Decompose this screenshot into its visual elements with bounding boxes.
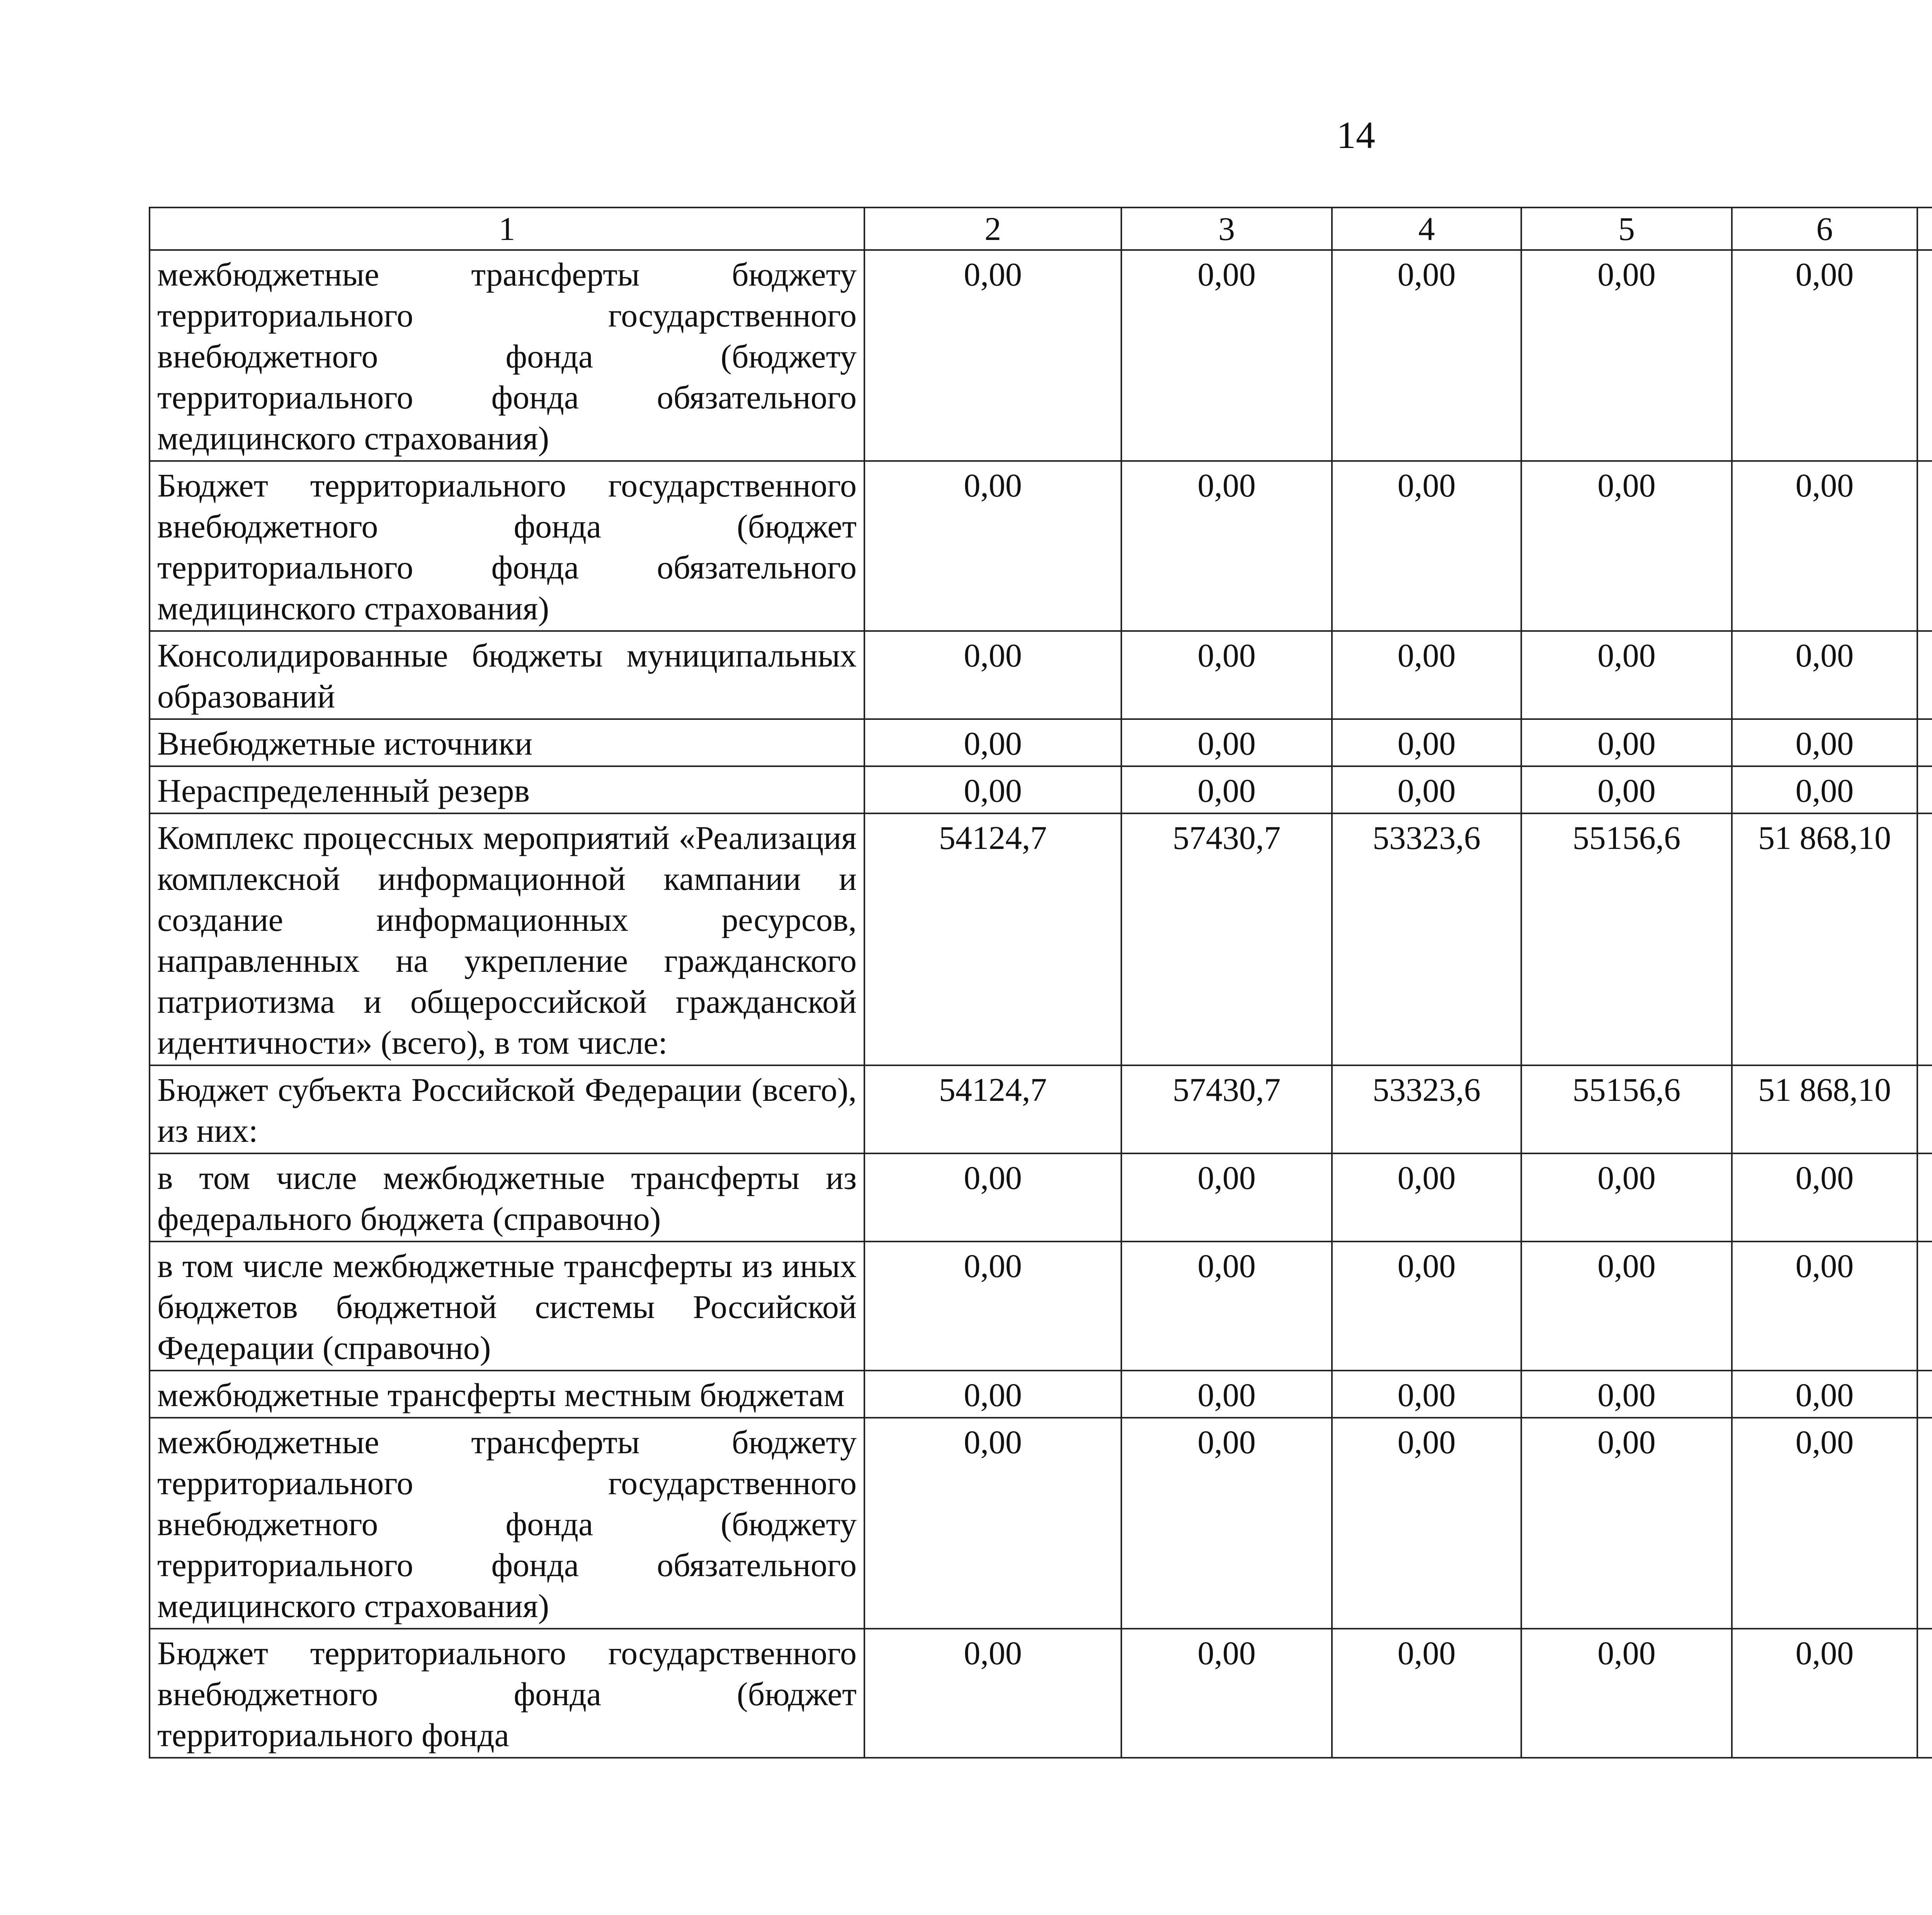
value-cell: 0,00	[1732, 1153, 1917, 1242]
table-row	[150, 1153, 1932, 1242]
value-cell: 0,00	[864, 461, 1121, 631]
value-cell: 53323,6	[1332, 813, 1521, 1065]
row-label: Комплекс процессных мероприятий «Реализация комплексной информационной кампании и создание информационных ресурсов, направленных на укрепление гражданского патриотизма и общероссийской гражданской идентичности» (всего), в том числе:	[150, 813, 864, 1065]
value-cell: 0,00	[1521, 1242, 1732, 1371]
row-label: межбюджетные трансферты бюджету территориального государственного внебюджетного фонда (бюджету территориального фонда обязательного медицинского страхования)	[150, 1418, 864, 1629]
value-cell: 0,00	[1121, 250, 1332, 461]
row-label: Консолидированные бюджеты муниципальных образований	[150, 631, 864, 719]
table-row	[150, 719, 1932, 766]
value-cell: 0,00	[1732, 1418, 1917, 1629]
value-cell: 0,00	[864, 766, 1121, 813]
value-cell: 57430,7	[1121, 1065, 1332, 1153]
row-label: межбюджетные трансферты бюджету территориального государственного внебюджетного фонда (бюджету территориального фонда обязательного медицинского страхования)	[150, 250, 864, 461]
value-cell: 0,00	[1332, 1153, 1521, 1242]
row-label: межбюджетные трансферты местным бюджетам	[150, 1371, 864, 1418]
value-cell: 0,00	[1332, 719, 1521, 766]
header-cell: 2	[864, 207, 1121, 250]
table-row	[150, 1065, 1932, 1153]
value-cell	[1917, 719, 1932, 766]
value-cell: 0,00	[1332, 766, 1521, 813]
header-cell: 6	[1732, 207, 1917, 250]
value-cell: 0,00	[1521, 1371, 1732, 1418]
value-cell	[1917, 631, 1932, 719]
value-cell: 0,00	[1121, 1371, 1332, 1418]
value-cell: 54124,7	[864, 1065, 1121, 1153]
value-cell	[1917, 813, 1932, 1065]
value-cell: 0,00	[1121, 1418, 1332, 1629]
value-cell: 0,00	[1121, 1242, 1332, 1371]
header-cell	[1917, 207, 1932, 250]
value-cell	[1917, 1242, 1932, 1371]
value-cell: 0,00	[1121, 461, 1332, 631]
value-cell: 54124,7	[864, 813, 1121, 1065]
value-cell: 51 868,10	[1732, 813, 1917, 1065]
row-label: Бюджет субъекта Российской Федерации (всего), из них:	[150, 1065, 864, 1153]
value-cell	[1917, 461, 1932, 631]
page-number: 14	[1337, 114, 1375, 156]
value-cell: 0,00	[1121, 1629, 1332, 1758]
value-cell: 0,00	[1732, 719, 1917, 766]
table-row	[150, 1418, 1932, 1629]
value-cell	[1917, 250, 1932, 461]
value-cell: 0,00	[1732, 631, 1917, 719]
value-cell: 0,00	[864, 1153, 1121, 1242]
value-cell: 53323,6	[1332, 1065, 1521, 1153]
value-cell: 0,00	[1121, 1153, 1332, 1242]
value-cell: 0,00	[864, 1242, 1121, 1371]
table-row	[150, 1242, 1932, 1371]
value-cell: 0,00	[864, 719, 1121, 766]
value-cell: 0,00	[1332, 1371, 1521, 1418]
value-cell	[1917, 1371, 1932, 1418]
value-cell	[1917, 1153, 1932, 1242]
table-row	[150, 250, 1932, 461]
value-cell: 0,00	[1521, 1629, 1732, 1758]
value-cell: 0,00	[1732, 766, 1917, 813]
value-cell: 0,00	[1521, 766, 1732, 813]
value-cell: 0,00	[1332, 1418, 1521, 1629]
value-cell: 0,00	[1732, 250, 1917, 461]
value-cell: 55156,6	[1521, 1065, 1732, 1153]
value-cell	[1917, 1629, 1932, 1758]
value-cell: 0,00	[1732, 461, 1917, 631]
value-cell: 0,00	[1332, 1629, 1521, 1758]
value-cell: 0,00	[1332, 631, 1521, 719]
value-cell	[1917, 766, 1932, 813]
table-row	[150, 1629, 1932, 1758]
value-cell: 0,00	[1732, 1371, 1917, 1418]
value-cell: 0,00	[1521, 1418, 1732, 1629]
value-cell: 51 868,10	[1732, 1065, 1917, 1153]
value-cell: 0,00	[864, 250, 1121, 461]
header-cell: 4	[1332, 207, 1521, 250]
value-cell: 0,00	[1121, 631, 1332, 719]
row-label: Нераспределенный резерв	[150, 766, 864, 813]
value-cell: 0,00	[864, 1629, 1121, 1758]
row-label: в том числе межбюджетные трансферты из федерального бюджета (справочно)	[150, 1153, 864, 1242]
budget-table	[149, 207, 1932, 1759]
value-cell: 57430,7	[1121, 813, 1332, 1065]
value-cell: 0,00	[1521, 250, 1732, 461]
table-header-row	[150, 207, 1932, 250]
value-cell: 0,00	[1521, 719, 1732, 766]
table-row	[150, 1371, 1932, 1418]
header-cell: 3	[1121, 207, 1332, 250]
value-cell: 0,00	[1521, 1153, 1732, 1242]
value-cell: 0,00	[1332, 1242, 1521, 1371]
value-cell: 0,00	[864, 1418, 1121, 1629]
value-cell: 55156,6	[1521, 813, 1732, 1065]
row-label: Внебюджетные источники	[150, 719, 864, 766]
header-cell: 1	[150, 207, 864, 250]
value-cell: 0,00	[864, 631, 1121, 719]
table-row	[150, 631, 1932, 719]
header-cell: 5	[1521, 207, 1732, 250]
value-cell	[1917, 1418, 1932, 1629]
table-row	[150, 813, 1932, 1065]
table-row	[150, 766, 1932, 813]
value-cell: 0,00	[1521, 461, 1732, 631]
value-cell: 0,00	[1332, 461, 1521, 631]
value-cell: 0,00	[1332, 250, 1521, 461]
value-cell: 0,00	[1521, 631, 1732, 719]
value-cell: 0,00	[864, 1371, 1121, 1418]
value-cell: 0,00	[1121, 766, 1332, 813]
table-row	[150, 461, 1932, 631]
value-cell	[1917, 1065, 1932, 1153]
row-label: в том числе межбюджетные трансферты из иных бюджетов бюджетной системы Российской Федерации (справочно)	[150, 1242, 864, 1371]
value-cell: 0,00	[1121, 719, 1332, 766]
row-label: Бюджет территориального государственного внебюджетного фонда (бюджет территориального фонда	[150, 1629, 864, 1758]
row-label: Бюджет территориального государственного внебюджетного фонда (бюджет территориального фонда обязательного медицинского страхования)	[150, 461, 864, 631]
value-cell: 0,00	[1732, 1629, 1917, 1758]
value-cell: 0,00	[1732, 1242, 1917, 1371]
